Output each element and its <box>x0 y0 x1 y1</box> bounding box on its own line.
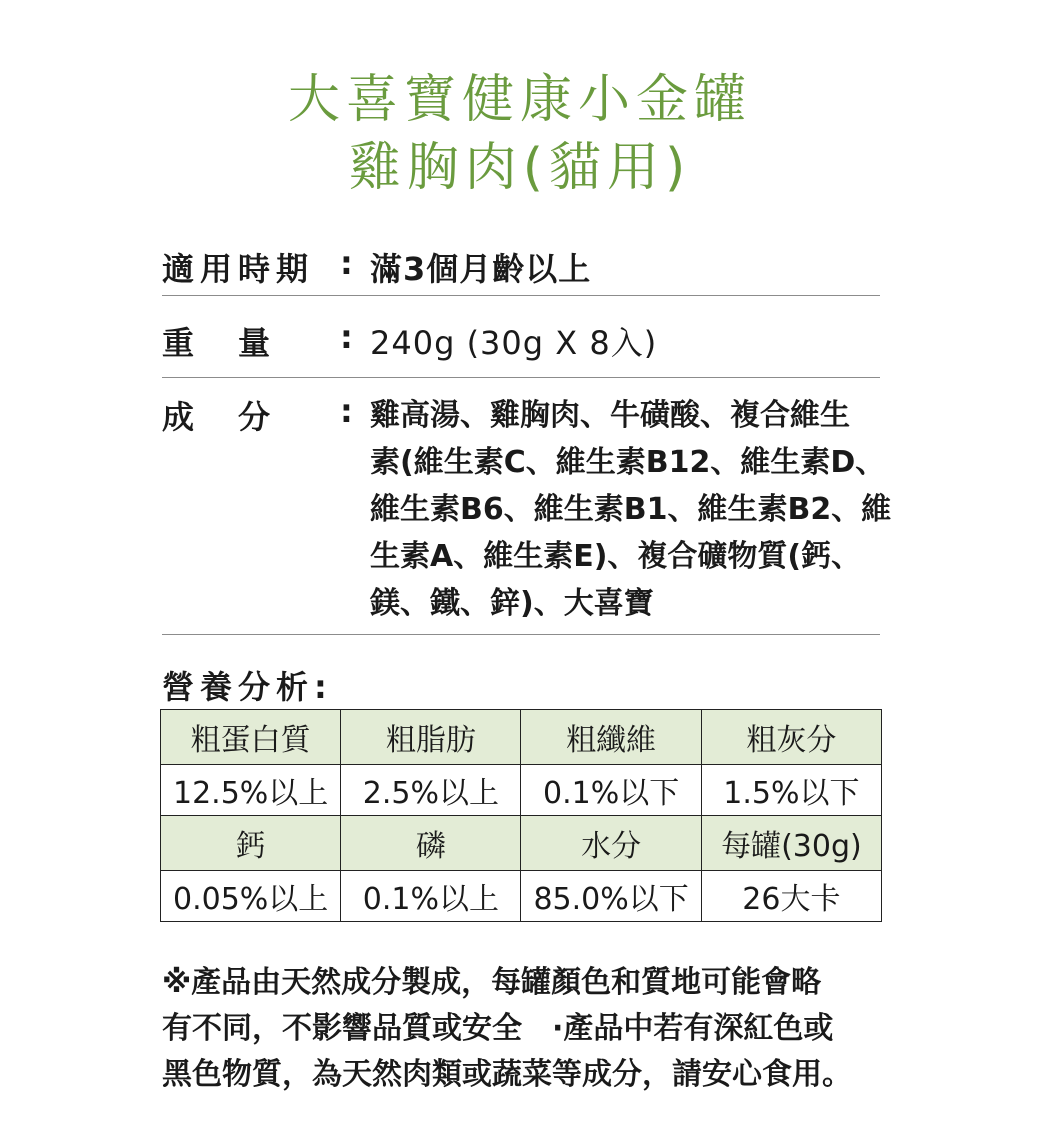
product-note <box>162 960 902 1098</box>
nutrition-header-cell: 粗蛋白質 <box>161 710 341 765</box>
nutrition-value-cell: 0.1%以下 <box>521 765 701 816</box>
nutrition-value-row <box>161 871 882 922</box>
nutrition-value-cell: 12.5%以上 <box>161 765 341 816</box>
spec-value-weight: 240g (30g X 8入) <box>370 324 658 362</box>
spec-value-age: 滿3個月齡以上 <box>370 250 592 288</box>
ingredients-list <box>370 392 890 627</box>
nutrition-value-cell: 1.5%以下 <box>701 765 881 816</box>
ingredients-line: 生素A、維生素E)、複合礦物質(鈣、 <box>370 539 862 574</box>
nutrition-header-cell: 磷 <box>341 816 521 871</box>
spec-label-age: 適用時期 <box>162 250 315 288</box>
spec-colon-ingredients: : <box>340 392 353 430</box>
spec-label-ingredients: 成 分 <box>162 398 277 436</box>
ingredients-line: 素(維生素C、維生素B12、維生素D、 <box>370 445 886 480</box>
nutrition-header-cell: 水分 <box>521 816 701 871</box>
note-line: 有不同，不影響品質或安全 ·產品中若有深紅色或 <box>162 1011 834 1046</box>
nutrition-header-row <box>161 710 882 765</box>
nutrition-value-cell: 0.1%以上 <box>341 871 521 922</box>
ingredients-line: 維生素B6、維生素B1、維生素B2、維 <box>370 492 892 527</box>
nutrition-value-row <box>161 765 882 816</box>
nutrition-header-cell: 粗灰分 <box>701 710 881 765</box>
nutrition-header-cell: 每罐(30g) <box>701 816 881 871</box>
nutrition-header-row <box>161 816 882 871</box>
ingredients-line: 雞高湯、雞胸肉、牛磺酸、複合維生 <box>370 398 850 433</box>
nutrition-header-cell: 粗脂肪 <box>341 710 521 765</box>
nutrition-value-cell: 2.5%以上 <box>341 765 521 816</box>
nutrition-value-cell: 26大卡 <box>701 871 881 922</box>
divider <box>162 634 880 635</box>
nutrition-value-cell: 0.05%以上 <box>161 871 341 922</box>
spec-colon-weight: : <box>340 318 353 356</box>
spec-label-weight: 重 量 <box>162 324 277 362</box>
divider <box>162 377 880 378</box>
nutrition-heading: 營養分析: <box>162 668 333 706</box>
nutrition-header-cell: 鈣 <box>161 816 341 871</box>
product-title: 大喜寶健康小金罐 <box>287 70 752 130</box>
ingredients-line: 鎂、鐵、鋅)、大喜寶 <box>370 586 654 621</box>
product-subtitle: 雞胸肉(貓用) <box>348 138 692 198</box>
nutrition-header-cell: 粗纖維 <box>521 710 701 765</box>
nutrition-table <box>160 709 882 922</box>
note-line: ※產品由天然成分製成，每罐顏色和質地可能會略 <box>162 965 822 1000</box>
divider <box>162 295 880 296</box>
note-line: 黑色物質，為天然肉類或蔬菜等成分，請安心食用。 <box>162 1057 852 1092</box>
nutrition-value-cell: 85.0%以下 <box>521 871 701 922</box>
spec-colon-age: : <box>340 244 353 282</box>
